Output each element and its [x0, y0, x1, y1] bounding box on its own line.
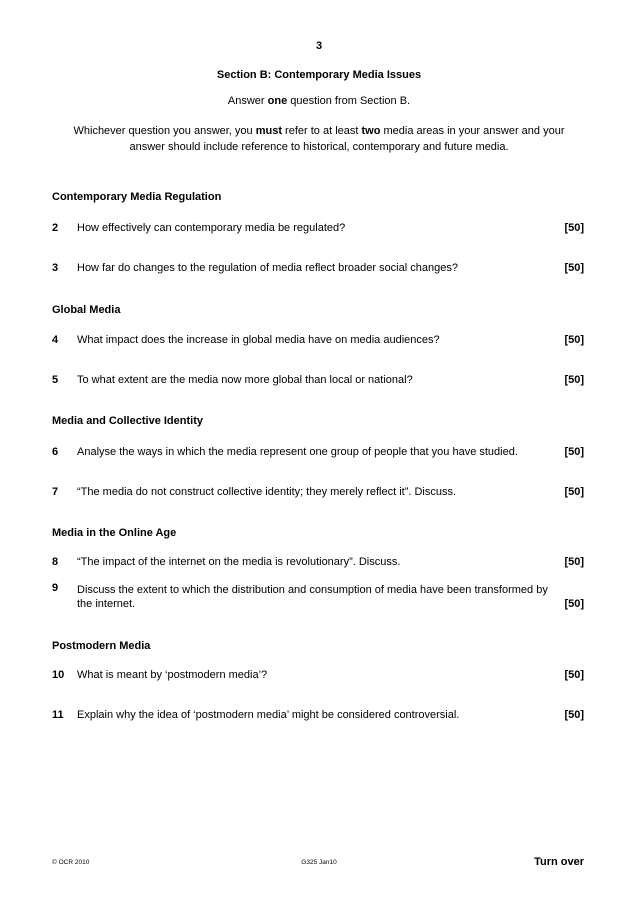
question-number: 3	[52, 262, 59, 274]
question-text: How effectively can contemporary media be regulated?	[77, 222, 346, 234]
question-text: Discuss the extent to which the distribution and consumption of media have been transformed by	[77, 584, 548, 596]
section-heading: Contemporary Media Regulation	[52, 191, 222, 203]
question-marks: [50]	[564, 446, 584, 458]
question-marks: [50]	[564, 598, 584, 610]
question-number: 2	[52, 222, 59, 234]
question-text: What is meant by ‘postmodern media’?	[77, 669, 268, 681]
section-title: Section B: Contemporary Media Issues	[216, 69, 422, 81]
question-marks: [50]	[564, 709, 584, 721]
question-number: 9	[52, 582, 59, 594]
question-marks: [50]	[564, 486, 584, 498]
instruction	[0, 95, 638, 107]
question-text-continued: the internet.	[77, 598, 136, 610]
question-marks: [50]	[564, 669, 584, 681]
question-number: 10	[52, 669, 65, 681]
question-number: 7	[52, 486, 59, 498]
question-text: How far do changes to the regulation of media reflect broader social changes?	[77, 262, 458, 274]
question-text: To what extent are the media now more global than local or national?	[77, 374, 413, 386]
question-marks: [50]	[564, 334, 584, 346]
question-text: “The media do not construct collective identity; they merely reflect it”. Discuss.	[77, 486, 457, 498]
question-marks: [50]	[564, 556, 584, 568]
question-text: Analyse the ways in which the media represent one group of people that you have studied.	[77, 446, 518, 458]
instruction-suffix: question from Section B.	[287, 95, 411, 107]
question-text: What impact does the increase in global media have on media audiences?	[77, 334, 440, 346]
section-heading: Global Media	[52, 304, 121, 316]
question-marks: [50]	[564, 262, 584, 274]
footer-paper-code: G325 Jan10	[301, 859, 337, 866]
question-marks: [50]	[564, 222, 584, 234]
question-number: 11	[52, 709, 64, 721]
question-text: Explain why the idea of ‘postmodern media’ might be considered controversial.	[77, 709, 460, 721]
question-text: “The impact of the internet on the media is revolutionary”. Discuss.	[77, 556, 401, 568]
intro-bold1: must	[255, 125, 282, 137]
page-number: 3	[315, 40, 323, 52]
footer-copyright: © OCR 2010	[52, 859, 90, 866]
intro-part3: media areas in your answer and your answer should include reference to historical, contemporary and future media.	[129, 125, 565, 153]
intro-part1: Whichever question you answer, you	[73, 125, 256, 137]
question-number: 8	[52, 556, 59, 568]
question-marks: [50]	[564, 374, 584, 386]
question-number: 5	[52, 374, 59, 386]
intro-bold2: two	[361, 125, 381, 137]
intro-paragraph	[56, 123, 582, 155]
instruction-bold: one	[267, 95, 288, 107]
section-heading: Media and Collective Identity	[52, 415, 203, 427]
instruction-prefix: Answer	[227, 95, 268, 107]
intro-part2: refer to at least	[282, 125, 362, 137]
section-heading: Postmodern Media	[52, 640, 151, 652]
section-heading: Media in the Online Age	[52, 527, 177, 539]
question-number: 4	[52, 334, 59, 346]
footer-turn-over: Turn over	[534, 856, 584, 868]
question-number: 6	[52, 446, 59, 458]
